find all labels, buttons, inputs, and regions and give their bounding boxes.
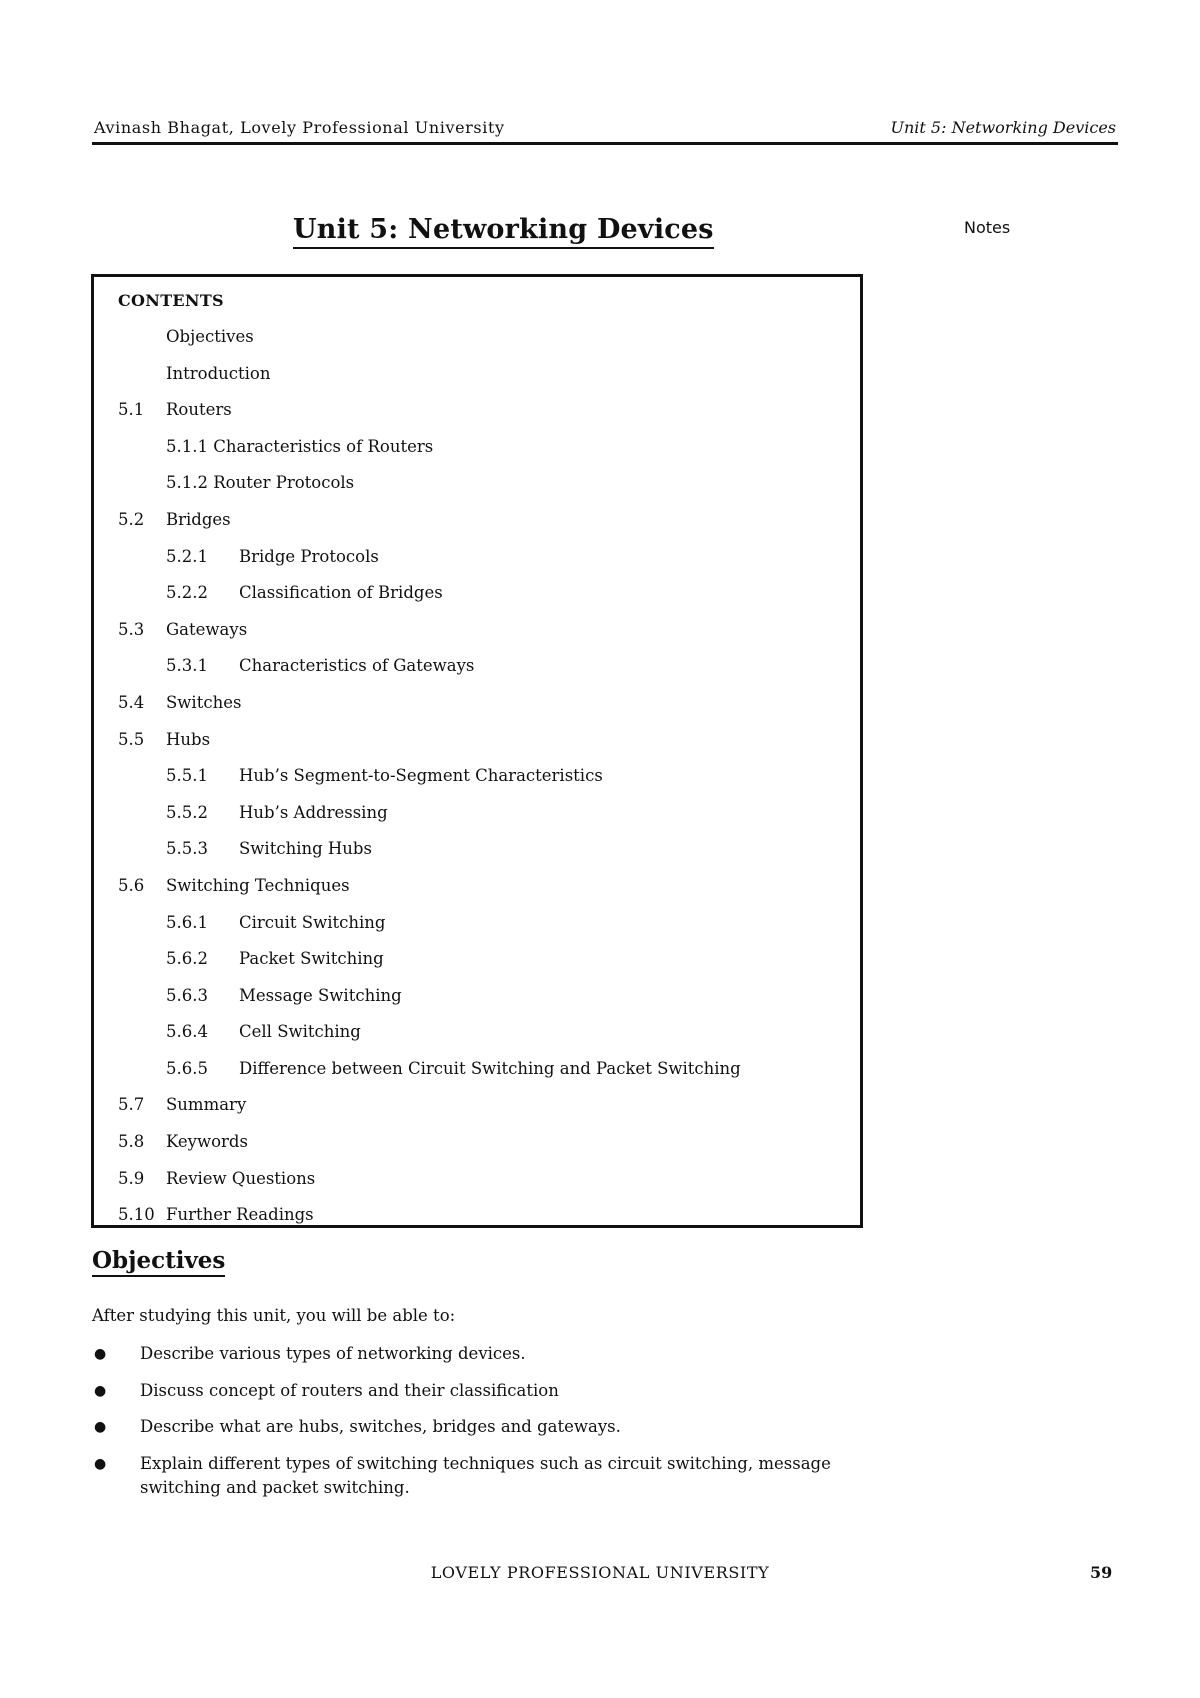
contents-item bbox=[94, 400, 860, 437]
contents-item-label: Bridge Protocols bbox=[239, 546, 379, 566]
contents-item bbox=[94, 1132, 860, 1169]
contents-item bbox=[94, 693, 860, 730]
contents-item-label: Message Switching bbox=[239, 985, 402, 1005]
contents-item-number: 5.2 bbox=[118, 509, 145, 529]
contents-item-number: 5.5.3 bbox=[166, 839, 208, 859]
bullet-icon: ● bbox=[94, 1419, 107, 1435]
contents-item-label: Circuit Switching bbox=[239, 912, 386, 932]
contents-item-label: Hub’s Segment-to-Segment Characteristics bbox=[239, 766, 603, 786]
contents-list bbox=[94, 327, 860, 1242]
contents-item-label: Switching Techniques bbox=[166, 875, 350, 895]
contents-item-label: Routers bbox=[166, 400, 232, 420]
contents-item bbox=[94, 656, 860, 693]
objectives-intro: After studying this unit, you will be able to: bbox=[92, 1306, 456, 1325]
contents-item-number: 5.10 bbox=[118, 1205, 155, 1225]
contents-item bbox=[94, 766, 860, 803]
contents-item-label: Hub’s Addressing bbox=[239, 802, 388, 822]
objective-item bbox=[92, 1415, 872, 1439]
contents-item-label: 5.1.2 Router Protocols bbox=[166, 473, 355, 493]
contents-item-label: Packet Switching bbox=[239, 949, 384, 969]
footer-university: LOVELY PROFESSIONAL UNIVERSITY bbox=[430, 1563, 770, 1582]
contents-item-number: 5.6.2 bbox=[166, 949, 208, 969]
page-title: Unit 5: Networking Devices bbox=[293, 214, 714, 249]
contents-item-number: 5.5 bbox=[118, 729, 145, 749]
header-author: Avinash Bhagat, Lovely Professional University bbox=[94, 118, 505, 137]
contents-item bbox=[94, 473, 860, 510]
objectives-heading: Objectives bbox=[92, 1247, 225, 1277]
contents-item bbox=[94, 510, 860, 547]
contents-item-label: Further Readings bbox=[166, 1205, 314, 1225]
objective-item bbox=[92, 1452, 872, 1500]
contents-item-label: Characteristics of Gateways bbox=[239, 656, 475, 676]
contents-item-number: 5.2.2 bbox=[166, 583, 208, 603]
contents-heading: CONTENTS bbox=[118, 291, 224, 310]
bullet-icon: ● bbox=[94, 1346, 107, 1362]
contents-item-label: 5.1.1 Characteristics of Routers bbox=[166, 436, 434, 456]
contents-item bbox=[94, 1095, 860, 1132]
contents-item-label: Introduction bbox=[166, 363, 271, 383]
contents-item bbox=[94, 913, 860, 950]
contents-item bbox=[94, 730, 860, 767]
contents-item-number: 5.1 bbox=[118, 400, 145, 420]
contents-item bbox=[94, 327, 860, 364]
contents-item-number: 5.5.2 bbox=[166, 802, 208, 822]
contents-item bbox=[94, 949, 860, 986]
notes-margin-label: Notes bbox=[964, 218, 1011, 237]
objectives-list bbox=[92, 1342, 872, 1512]
contents-item-number: 5.3 bbox=[118, 619, 145, 639]
contents-item-label: Summary bbox=[166, 1095, 247, 1115]
contents-item-label: Keywords bbox=[166, 1132, 248, 1152]
contents-item-number: 5.6.1 bbox=[166, 912, 208, 932]
contents-item-label: Bridges bbox=[166, 509, 231, 529]
contents-item bbox=[94, 437, 860, 474]
contents-item bbox=[94, 364, 860, 401]
contents-item bbox=[94, 986, 860, 1023]
contents-item bbox=[94, 1059, 860, 1096]
objective-text: Describe various types of networking devices. bbox=[140, 1344, 526, 1363]
contents-item-label: Gateways bbox=[166, 619, 248, 639]
contents-item bbox=[94, 876, 860, 913]
contents-item-label: Switches bbox=[166, 692, 242, 712]
contents-item-number: 5.3.1 bbox=[166, 656, 208, 676]
contents-item-number: 5.8 bbox=[118, 1132, 145, 1152]
contents-item-label: Hubs bbox=[166, 729, 211, 749]
objective-item bbox=[92, 1342, 872, 1366]
contents-item-number: 5.7 bbox=[118, 1095, 145, 1115]
contents-item bbox=[94, 583, 860, 620]
contents-item-label: Objectives bbox=[166, 327, 254, 346]
contents-item bbox=[94, 620, 860, 657]
contents-box bbox=[91, 274, 863, 1228]
contents-item-number: 5.5.1 bbox=[166, 766, 208, 786]
contents-item-label: Classification of Bridges bbox=[239, 583, 443, 603]
bullet-icon: ● bbox=[94, 1382, 107, 1399]
page-number: 59 bbox=[1090, 1563, 1113, 1582]
objective-text: Describe what are hubs, switches, bridges and gateways. bbox=[140, 1417, 621, 1436]
contents-item-label: Difference between Circuit Switching and Packet Switching bbox=[239, 1058, 741, 1078]
objective-text: Discuss concept of routers and their classification bbox=[140, 1380, 559, 1400]
contents-item bbox=[94, 1169, 860, 1206]
contents-item bbox=[94, 803, 860, 840]
contents-item-number: 5.2.1 bbox=[166, 546, 208, 566]
contents-item-label: Cell Switching bbox=[239, 1022, 361, 1042]
contents-item bbox=[94, 839, 860, 876]
contents-item-label: Review Questions bbox=[166, 1168, 316, 1188]
contents-item-label: Switching Hubs bbox=[239, 839, 372, 859]
contents-item bbox=[94, 1205, 860, 1242]
contents-item bbox=[94, 1022, 860, 1059]
objective-item bbox=[92, 1379, 872, 1403]
header-unit: Unit 5: Networking Devices bbox=[890, 118, 1116, 137]
contents-item-number: 5.6.5 bbox=[166, 1058, 208, 1078]
contents-item-number: 5.6 bbox=[118, 875, 145, 895]
running-header bbox=[92, 118, 1118, 145]
contents-item bbox=[94, 547, 860, 584]
contents-item-number: 5.6.4 bbox=[166, 1022, 208, 1042]
objective-text: Explain different types of switching techniques such as circuit switching, message switching and packet switching. bbox=[140, 1453, 831, 1497]
bullet-icon: ● bbox=[94, 1455, 107, 1472]
contents-item-number: 5.6.3 bbox=[166, 985, 208, 1005]
contents-item-number: 5.4 bbox=[118, 692, 145, 712]
contents-item-number: 5.9 bbox=[118, 1168, 145, 1188]
